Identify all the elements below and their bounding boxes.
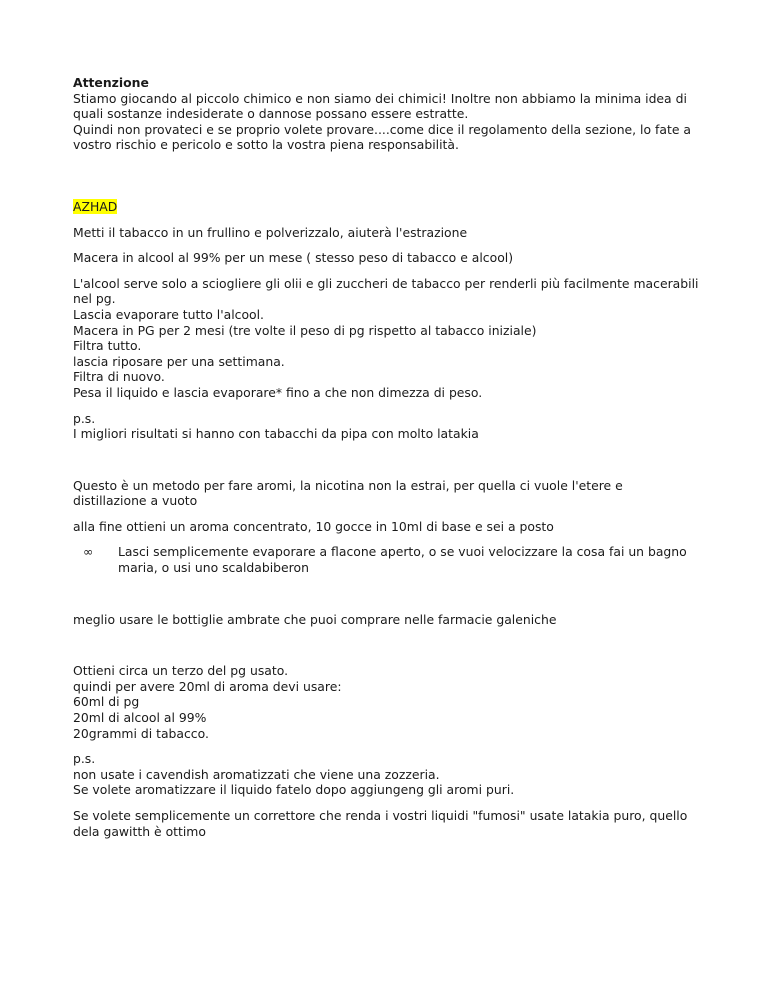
step-macerate-alcohol: Macera in alcool al 99% per un mese ( stesso peso di tabacco e alcool) <box>73 250 514 266</box>
ps-line: non usate i cavendish aromatizzati che viene una zozzeria. <box>73 766 440 782</box>
procedure-line: L'alcool serve solo a sciogliere gli olii e gli zuccheri de tabacco per renderli più facilmente macerabili <box>73 275 699 291</box>
procedure-line: nel pg. <box>73 291 116 307</box>
ps-line: I migliori risultati si hanno con tabacchi da pipa con molto latakia <box>73 426 479 442</box>
warning-line: Stiamo giocando al piccolo chimico e non siamo dei chimici! Inoltre non abbiamo la minima idea di <box>73 90 687 106</box>
quantity-line: 20grammi di tabacco. <box>73 725 209 741</box>
final-note <box>73 808 713 839</box>
ps-label: p.s. <box>73 410 96 426</box>
warning-block <box>73 75 713 153</box>
quantity-line: 60ml di pg <box>73 694 140 710</box>
ps-note-1 <box>73 411 713 442</box>
section-heading <box>73 199 713 215</box>
procedure-line: Macera in PG per 2 mesi (tre volte il peso di pg rispetto al tabacco iniziale) <box>73 322 537 338</box>
warning-line: vostro rischio e pericolo e sotto la vostra piena responsabilità. <box>73 137 459 153</box>
steps-procedure <box>73 276 713 401</box>
method-line: Questo è un metodo per fare aromi, la nicotina non la estrai, per quella ci vuole l'etere e <box>73 477 623 493</box>
ps-label: p.s. <box>73 751 96 767</box>
quantities-block <box>73 663 713 741</box>
infinity-bullet-icon: ∞ <box>83 544 94 560</box>
procedure-line: Lascia evaporare tutto l'alcool. <box>73 306 264 322</box>
method-line: distillazione a vuoto <box>73 493 198 509</box>
step-grind: Metti il tabacco in un frullino e polverizzalo, aiuterà l'estrazione <box>73 224 468 240</box>
final-line: dela gawitth è ottimo <box>73 823 206 839</box>
procedure-line: Filtra di nuovo. <box>73 369 165 385</box>
final-line: Se volete semplicemente un correttore che renda i vostri liquidi "fumosi" usate latakia puro, quello <box>73 808 688 823</box>
ps-note-2 <box>73 751 713 798</box>
bullet-item <box>73 544 713 575</box>
warning-title: Attenzione <box>73 75 149 90</box>
quantity-line: Ottieni circa un terzo del pg usato. <box>73 663 289 679</box>
document-page <box>73 75 713 839</box>
bullet-text <box>118 544 713 575</box>
method-note <box>73 478 713 509</box>
ps-line: Se volete aromatizzare il liquido fatelo dopo aggiungeng gli aromi puri. <box>73 782 515 798</box>
bullet-line: maria, o usi uno scaldabiberon <box>118 560 309 576</box>
bullet-line: Lasci semplicemente evaporare a flacone aperto, o se vuoi velocizzare la cosa fai un bagno <box>118 544 687 560</box>
bottles-note: meglio usare le bottiglie ambrate che puoi comprare nelle farmacie galeniche <box>73 611 557 627</box>
result-note: alla fine ottieni un aroma concentrato, 10 gocce in 10ml di base e sei a posto <box>73 518 554 534</box>
procedure-line: Filtra tutto. <box>73 338 142 354</box>
procedure-line: lascia riposare per una settimana. <box>73 353 285 369</box>
quantity-line: 20ml di alcool al 99% <box>73 710 207 726</box>
quantity-line: quindi per avere 20ml di aroma devi usare: <box>73 678 342 694</box>
heading-azhad: AZHAD <box>73 198 118 214</box>
warning-line: Quindi non provateci e se proprio volete provare....come dice il regolamento della sezione, lo fate a <box>73 121 691 137</box>
procedure-line: Pesa il liquido e lascia evaporare* fino a che non dimezza di peso. <box>73 384 483 400</box>
warning-line: quali sostanze indesiderate o dannose possano essere estratte. <box>73 106 469 122</box>
